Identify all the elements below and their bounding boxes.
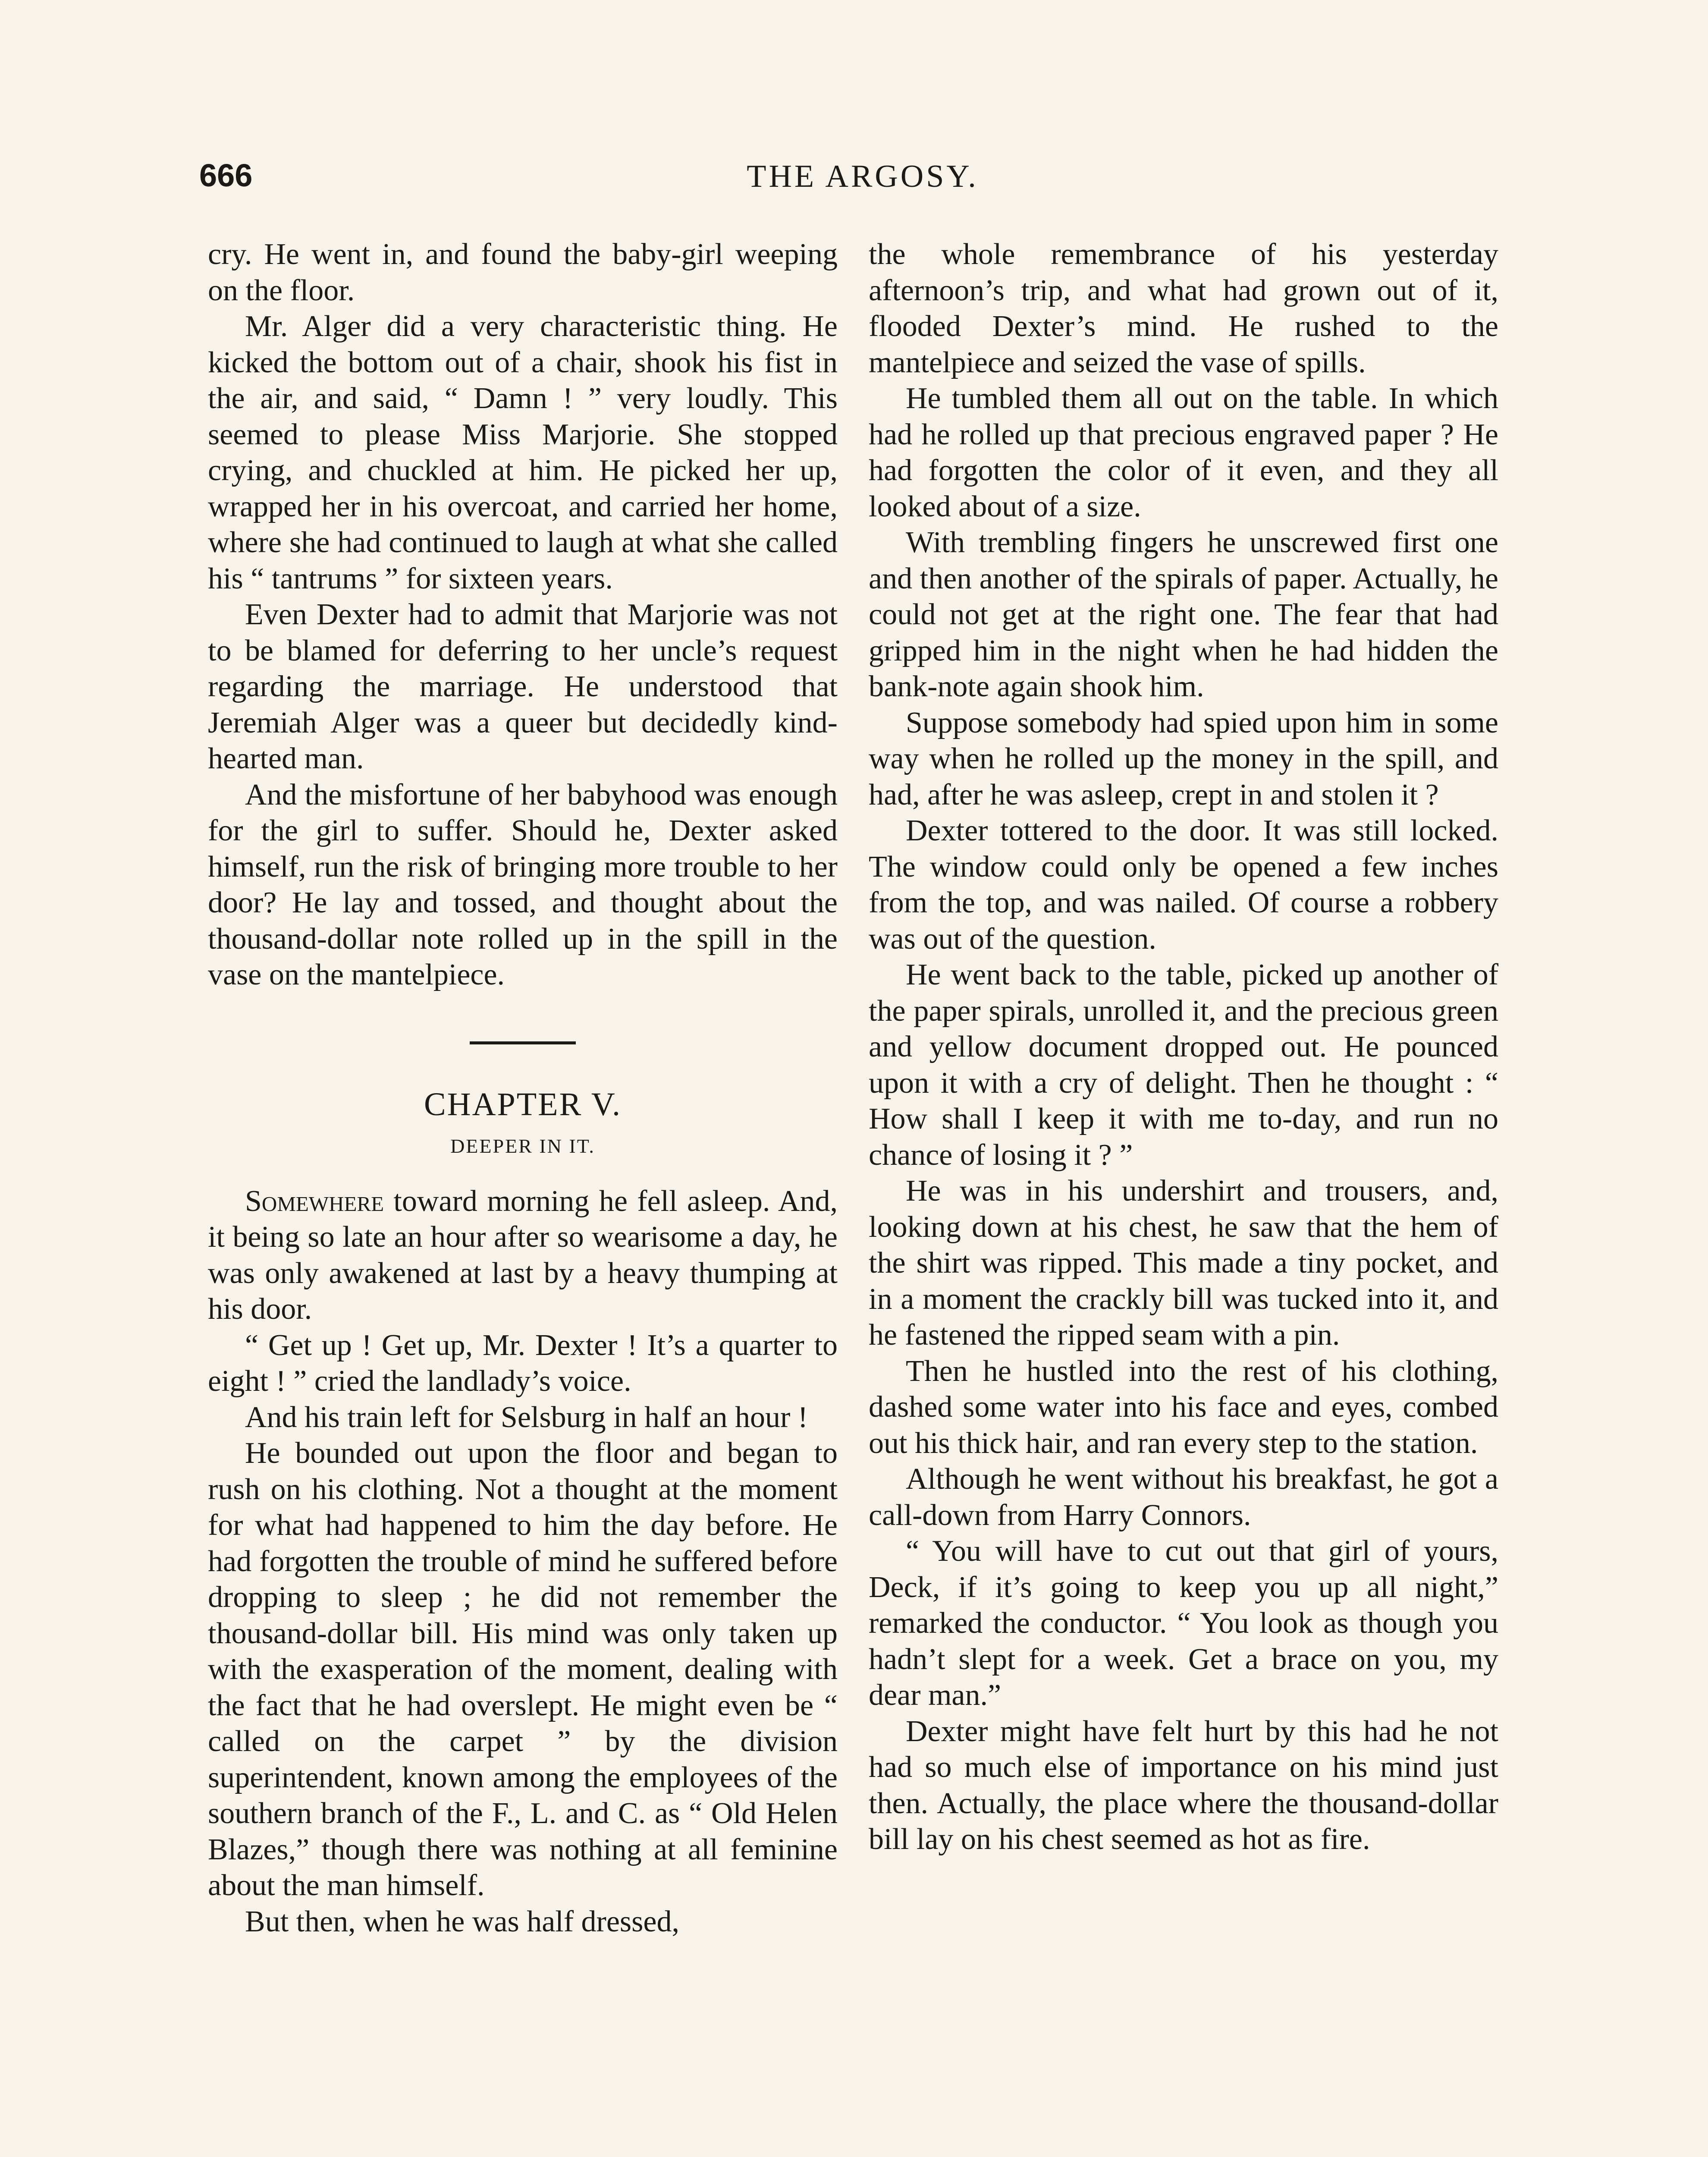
page-number: 666	[199, 157, 253, 193]
paragraph: the whole remembrance of his yesterday afternoon’s trip, and what had grown out of it, flooded Dexter’s mind. He rushed to the mantelpiece and seized the vase of spills.	[869, 238, 1498, 379]
paragraph: He was in his undershirt and trousers, and, looking down at his chest, he saw that the hem of the shirt was ripped. This made a tiny pocket, and in a moment the crackly bill was tucked into it, and he fastened the ripped seam with a pin.	[869, 1174, 1498, 1352]
paragraph: And the misfortune of her babyhood was enough for the girl to suffer. Should he, Dexter asked himself, run the risk of bringing more trouble to her door? He lay and tossed, and thought about the thousand-dollar note rolled up in the spill in the vase on the mantelpiece.	[208, 778, 838, 991]
right-column	[869, 236, 1498, 1858]
paragraph: And his train left for Selsburg in half an hour !	[245, 1400, 808, 1434]
paragraph: He tumbled them all out on the table. In which had he rolled up that precious engraved paper ? He had forgotten the color of it even, and they all looked about of a size.	[869, 382, 1498, 523]
paragraph: But then, when he was half dressed,	[245, 1905, 679, 1938]
left-column	[208, 236, 838, 1940]
paragraph: cry. He went in, and found the baby-girl weeping on the floor.	[208, 238, 838, 307]
opening-word: Somewhere	[245, 1184, 384, 1218]
paragraph: He bounded out upon the floor and began to rush on his clothing. Not a thought at the moment for what had happened to him the day before. He had forgotten the trouble of mind he suffered before dropping to sleep ; he did not remember the thousand-dollar bill. His mind was only taken up with the exasperation of the moment, dealing with the fact that he had overslept. He might even be “ called on the carpet ” by the division superintendent, known among the employees of the southern branch of the F., L. and C. as “ Old Helen Blazes,” though there was nothing at all feminine about the man himself.	[208, 1437, 838, 1902]
paragraph: With trembling fingers he unscrewed first one and then another of the spirals of paper. Actually, he could not get at the right one. The fear that had gripped him in the night when he had hidden the bank-note again shook him.	[869, 526, 1498, 703]
paragraph: Although he went without his breakfast, he got a call-down from Harry Connors.	[869, 1462, 1498, 1532]
paragraph: Dexter tottered to the door. It was still locked. The window could only be opened a few inches from the top, and was nailed. Of course a robbery was out of the question.	[869, 814, 1498, 956]
paragraph: Even Dexter had to admit that Marjorie was not to be blamed for deferring to her uncle’s request regarding the marriage. He understood that Jeremiah Alger was a queer but decidedly kind-hearted man.	[208, 598, 838, 775]
paragraph: “ Get up ! Get up, Mr. Dexter ! It’s a quarter to eight ! ” cried the landlady’s voice.	[208, 1328, 838, 1398]
paragraph: Suppose somebody had spied upon him in some way when he rolled up the money in the spill, and had, after he was asleep, crept in and stolen it ?	[869, 706, 1498, 811]
chapter-title: CHAPTER V.	[424, 1086, 622, 1123]
paragraph: “ You will have to cut out that girl of yours, Deck, if it’s going to keep you up all night,” remarked the conductor. “ You look as though you hadn’t slept for a week. Get a brace on you, my dear man.”	[869, 1534, 1498, 1712]
paragraph: Mr. Alger did a very characteristic thing. He kicked the bottom out of a chair, shook his fist in the air, and said, “ Damn ! ” very loudly. This seemed to please Miss Marjorie. She stopped crying, and chuckled at him. He picked her up, wrapped her in his overcoat, and carried her home, where she had continued to laugh at what she called his “ tantrums ” for sixteen years.	[208, 310, 838, 595]
chapter-divider	[470, 1041, 576, 1044]
chapter-subtitle: DEEPER IN IT.	[450, 1135, 595, 1157]
running-title: THE ARGOSY.	[747, 159, 979, 194]
paragraph: Then he hustled into the rest of his clothing, dashed some water into his face and eyes, combed out his thick hair, and ran every step to the station.	[869, 1354, 1498, 1460]
chapter-opening-paragraph	[208, 1183, 838, 1327]
paragraph: Dexter might have felt hurt by this had he not had so much else of importance on his mind just then. Actually, the place where the thousand-dollar bill lay on his chest seemed as hot as fire.	[869, 1714, 1498, 1856]
paragraph: He went back to the table, picked up another of the paper spirals, unrolled it, and the precious green and yellow document dropped out. He pounced upon it with a cry of delight. Then he thought : “ How shall I keep it with me to-day, and run no chance of losing it ? ”	[869, 958, 1498, 1172]
opening-text: toward morning he fell asleep. And, it being so late an hour after so wearisome a day, he was only awakened at last by a heavy thumping at his door.	[208, 1184, 838, 1326]
